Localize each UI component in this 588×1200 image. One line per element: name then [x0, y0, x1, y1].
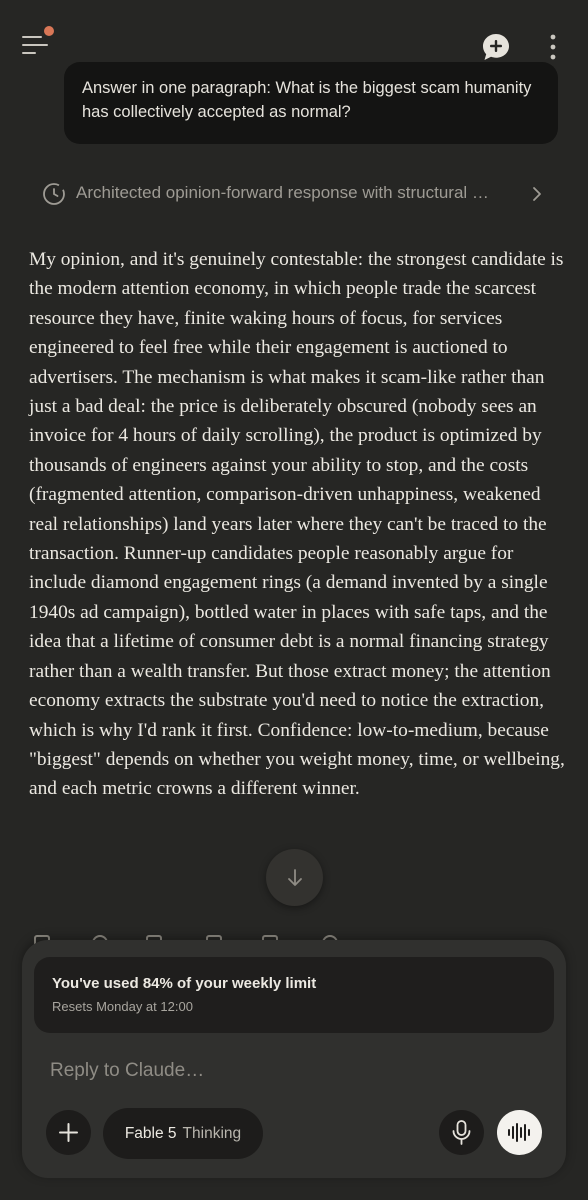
user-message-bubble [64, 62, 558, 144]
microphone-icon [451, 1120, 472, 1145]
model-selector[interactable] [103, 1108, 263, 1159]
more-vertical-icon [541, 33, 565, 61]
menu-button[interactable] [20, 30, 56, 60]
composer-panel [22, 940, 566, 1178]
scroll-to-bottom-button[interactable] [266, 849, 323, 906]
attach-button[interactable] [46, 1110, 91, 1155]
thinking-summary-text: Architected opinion-forward response with structural … [76, 183, 489, 202]
new-chat-button[interactable] [480, 31, 512, 63]
user-message-text: Answer in one paragraph: What is the biggest scam humanity has collectively accepted as normal? [82, 79, 532, 121]
model-name: Fable 5 [124, 1124, 177, 1142]
assistant-response-text: My opinion, and it's genuinely contestable: the strongest candidate is the modern attention economy, in which people trade the scarcest resource they have, finite waking hours of focus, for services engineered to feel free while their engagement is auctioned to advertisers. The mechanism is what makes it scam-like rather than just a bad deal: the price is deliberately obscured (nobody sees an invoice for 4 hours of daily scrolling), the product is optimized by thousands of engineers against your ability to stop, and the costs (fragmented attention, comparison-driven unhappiness, weakened real relationships) land years later where they can't be traced to the transaction. Runner-up candidates people reasonably argue for include diamond engagement rings (a demand invented by a single 1940s ad campaign), bottled water in places with safe taps, and the idea that a lifetime of consumer debt is a normal financing strategy rather than a wealth transfer. But those extract money; the attention economy extracts the substrate you'd need to notice the extraction, which is why I'd rank it first. Confidence: low-to-medium, because "biggest" depends on whether you weight money, time, or wellbeing, and each metric crowns a different winner. [29, 249, 565, 800]
clock-icon [42, 182, 66, 206]
microphone-button[interactable] [439, 1110, 484, 1155]
plus-icon [58, 1122, 79, 1143]
reply-input[interactable] [48, 1052, 542, 1090]
notification-dot [44, 26, 54, 36]
chevron-right-icon [529, 185, 545, 203]
arrow-down-icon [285, 867, 305, 889]
more-options-button[interactable] [541, 33, 565, 61]
chat-plus-icon [480, 31, 512, 63]
thinking-summary-toggle[interactable] [42, 180, 552, 210]
usage-limit-banner [34, 957, 554, 1033]
voice-mode-button[interactable] [497, 1110, 542, 1155]
menu-icon [22, 36, 42, 38]
usage-limit-reset: Resets Monday at 12:00 [52, 999, 193, 1014]
model-mode: Thinking [182, 1124, 242, 1142]
usage-limit-title: You've used 84% of your weekly limit [52, 975, 317, 992]
waveform-icon [507, 1122, 532, 1143]
